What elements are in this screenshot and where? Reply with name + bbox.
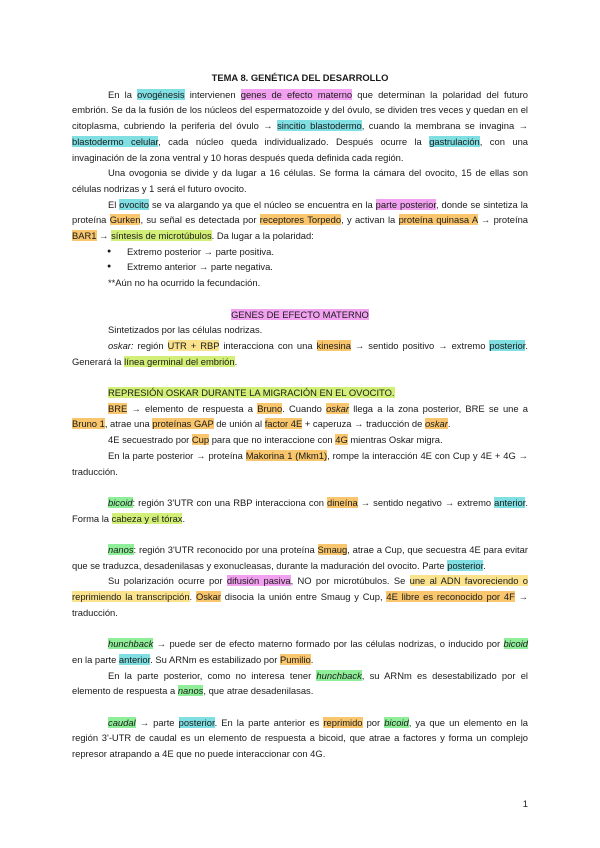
paragraph-hunchback-posterior: En la parte posterior, como no interesa tener hunchback, su ARNm es desestabilizado por el elemento de respuesta a nanos, que atrae desadenilasas.: [72, 669, 528, 697]
note-fecundation: **Aún no ha ocurrido la fecundación.: [108, 277, 261, 289]
paragraph-cup: 4E secuestrado por Cup para que no interaccione con 4G mientras Oskar migra.: [108, 434, 443, 446]
paragraph-nodrizas: Sintetizados por las células nodrizas.: [108, 324, 263, 336]
paragraph-ovogonia: Una ovogonia se divide y da lugar a 16 células. Se forma la cámara del ovocito, 15 de ellas son células nodrizas y 1 será el futuro ovocito.: [72, 167, 528, 194]
paragraph-polarizacion: Su polarización ocurre por difusión pasiva, NO por microtúbulos. Se une al ADN favoreciendo o reprimiendo la transcripción. Oskar disocia la unión entre Smaug y Cup, 4E libre es reconocido por 4F → traducción.: [72, 575, 528, 618]
polarity-list: [72, 244, 528, 275]
repression-heading: REPRESIÓN OSKAR DURANTE LA MIGRACIÓN EN EL OVOCITO.: [108, 387, 395, 399]
paragraph-caudal: caudal → parte posterior. En la parte anterior es reprimido por bicoid, ya que un elemento en la región 3'-UTR de caudal es un elemento de respuesta a bicoid, que atrae a factores y forma un complejo represor atrapando a 4E que no puede interaccionar con 4G.: [72, 716, 529, 760]
paragraph-hunchback: hunchback → puede ser de efecto materno formado por las células nodrizas, o inducido por bicoid en la parte anterior. Su ARNm es estabilizado por Pumilio.: [72, 638, 528, 665]
paragraph-ovogenesis: En la ovogénesis intervienen genes de efecto materno que determinan la polaridad del futuro embrión. Se da la fusión de los núcleos del espermatozoide y del óvulo, se dividen tres veces y quedan en el citoplasma, cubriendo la periferia del óvulo → sincitio blastodermo, cuando la membrana se invagina → blastodermo celular, cada núcleo queda individualizado. Después ocurre la gastrulación, con una invaginación de la zona ventral y 10 horas después queda definida cada región.: [72, 88, 528, 163]
paragraph-nanos: nanos: región 3'UTR reconocido por una proteína Smaug, atrae a Cup, que secuestra 4E para evitar que se traduzca, desadenilasas y exonucleasas, durante la maduración del ovocito. Parte posterior.: [72, 544, 528, 571]
paragraph-bicoid: bicoid: región 3'UTR con una RBP interacciona con dineína → sentido negativo → extremo anterior. Forma la cabeza y el tórax.: [72, 496, 528, 524]
list-item: ● Extremo posterior → parte positiva.: [127, 244, 528, 260]
paragraph-bre: BRE → elemento de respuesta a Bruno. Cuando oskar llega a la zona posterior, BRE se une a Bruno 1, atrae una proteínas GAP de unión al factor 4E + caperuza → traducción de oskar.: [72, 402, 529, 430]
paragraph-makorina: En la parte posterior → proteína Makorina 1 (Mkm1), rompe la interacción 4E con Cup y 4E + 4G → traducción.: [72, 449, 528, 477]
document-title: TEMA 8. GENÉTICA DEL DESARROLLO: [211, 72, 389, 83]
page-number: 1: [522, 798, 528, 809]
section-heading: GENES DE EFECTO MATERNO: [231, 308, 369, 320]
paragraph-ovocito: El ovocito se va alargando ya que el núcleo se encuentra en la parte posterior, donde se sintetiza la proteína Gurken, su señal es detectada por receptores Torpedo, y activan la proteína quinasa A → proteína BAR1 → síntesis de microtúbulos. Da lugar a la polaridad:: [72, 198, 529, 242]
paragraph-oskar: oskar: región UTR + RBP interacciona con una kinesina → sentido positivo → extremo posterior. Generará la línea germinal del embrión.: [72, 339, 528, 367]
list-item: ● Extremo anterior → parte negativa.: [127, 259, 528, 275]
